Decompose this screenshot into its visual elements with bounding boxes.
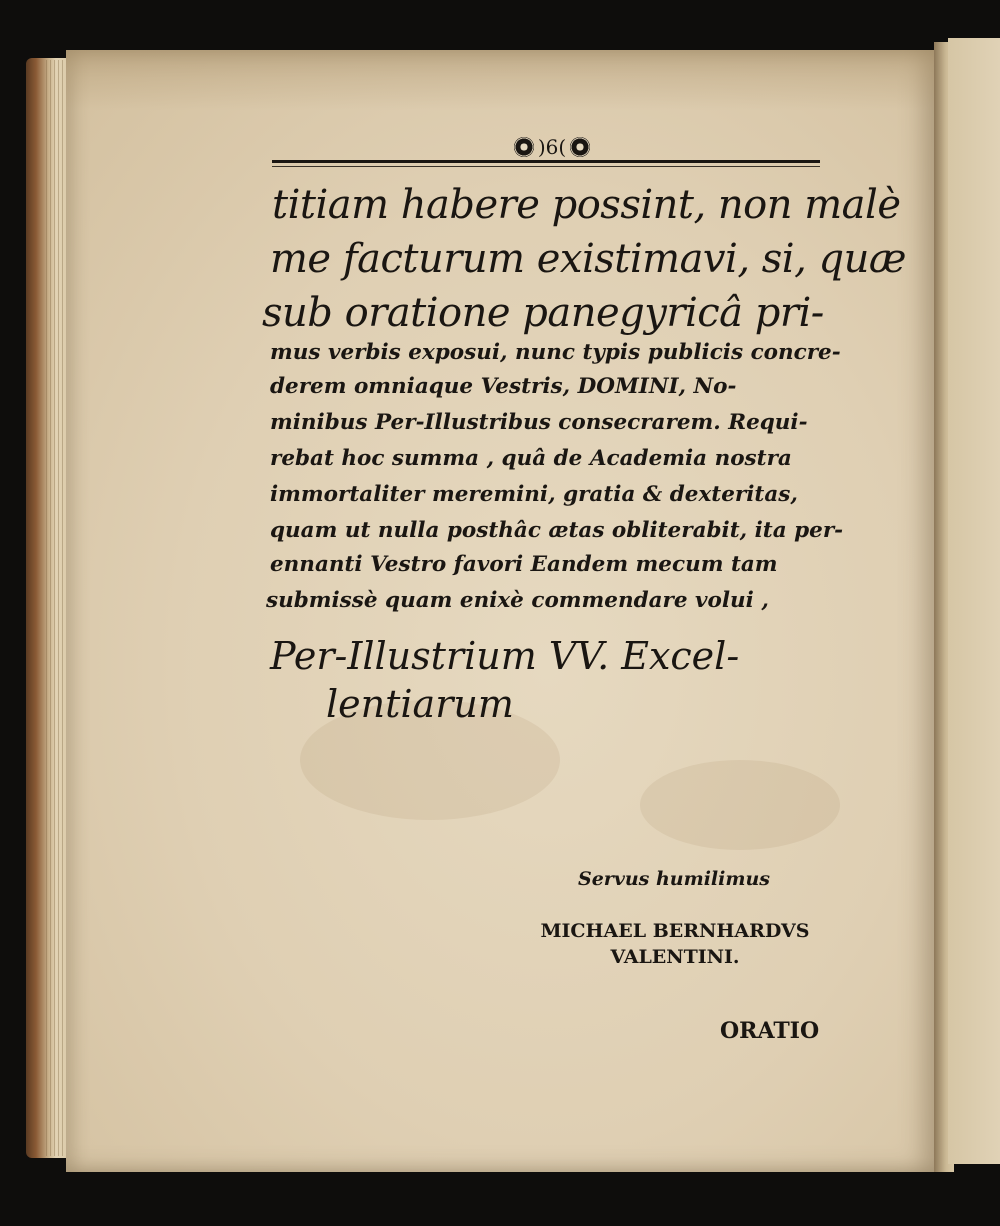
page-header	[482, 132, 622, 162]
body-line: derem omniaque Vestris, DOMINI, No-	[270, 374, 737, 399]
author-name	[520, 918, 830, 970]
header-rule	[272, 160, 820, 163]
body-line: ennanti Vestro favori Eandem mecum tam	[270, 552, 778, 577]
author-name-line2: VALENTINI.	[610, 946, 740, 968]
body-line: rebat hoc summa , quâ de Academia nostra	[270, 446, 792, 471]
body-line: submissè quam enixè commendare volui ,	[266, 588, 769, 613]
body-line: quam ut nulla posthâc ætas obliterabit, ita per-	[270, 518, 844, 543]
closing-line: lentiarum	[326, 682, 514, 726]
body-line: minibus Per-Illustribus consecrarem. Requi-	[270, 410, 808, 435]
rosette-ornament-icon	[570, 137, 590, 157]
body-line: sub oratione panegyricâ pri-	[262, 290, 824, 336]
page-number: )6(	[537, 135, 567, 159]
body-line: me facturum existimavi, si, quæ	[270, 236, 906, 282]
closing-line: Per-Illustrium VV. Excel-	[270, 634, 740, 678]
page-wear	[66, 50, 942, 110]
body-line: immortaliter meremini, gratia & dexteritas,	[270, 482, 798, 507]
paper-stain	[640, 760, 840, 850]
rosette-ornament-icon	[514, 137, 534, 157]
next-page-edge	[948, 38, 1000, 1164]
body-line: titiam habere possint, non malè	[272, 182, 901, 228]
header-rule-thin	[272, 166, 820, 167]
body-line: mus verbis exposui, nunc typis publicis concre-	[270, 340, 841, 365]
servus-line: Servus humilimus	[578, 868, 770, 890]
author-name-line1: MICHAEL BERNHARDVS	[540, 920, 810, 942]
catchword: ORATIO	[720, 1018, 820, 1044]
